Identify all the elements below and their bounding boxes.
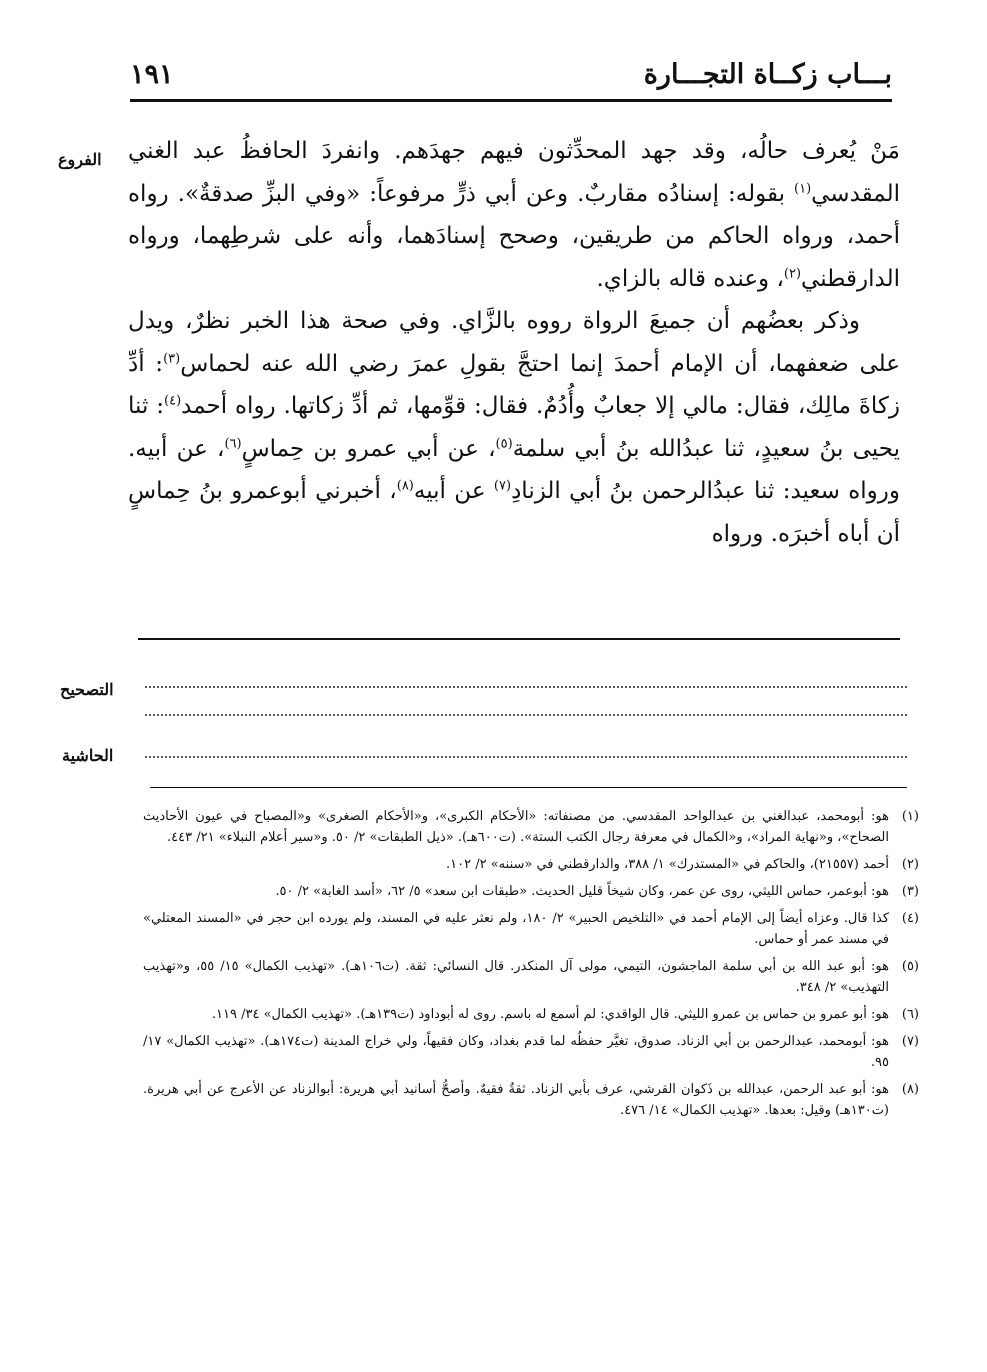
running-title: بـــاب زكــاة التجـــارة [643,59,892,90]
footnotes [143,806,919,1127]
text-segment: وذكر بعضُهم أن جميعَ الرواة رووه بالزَّاي. وفي صحة هذا الخبر نظرٌ، ويدل على ضعفهما، أن الإمام أحمدَ إنما احتجَّ بقولِ عمرَ رضي الله عنه لحماس [128,308,900,377]
footnotes-separator [150,787,907,788]
footnote-number: (٦) [901,1007,919,1022]
footnote [143,1004,919,1025]
footnote-ref[interactable]: (١) [794,180,812,196]
footnote-text: هو: أبوعمر، حماس الليثي، روى عن عمر، وكان شيخاً قليل الحديث. «طبقات ابن سعد» ٥/ ٦٢، «أسد الغابة» ٢/ ٥٠. [275,884,889,899]
correction-dotted-line [145,686,907,688]
footnote-text: أحمد (٢١٥٥٧)، والحاكم في «المستدرك» ١/ ٣٨٨، والدارقطني في «سننه» ٢/ ١٠٢. [446,857,889,872]
footnote-number: (١) [901,809,919,824]
footnote-ref[interactable]: (٤) [164,393,182,409]
paragraph-2 [128,300,900,555]
text-segment: : أدِّ زكاةَ مالِك، فقال: مالي إلا جعابٌ وأُدُمٌ. فقال: قوِّمها، ثم أدِّ زكاتها. رواه أحمد [128,350,900,419]
page-number: ١٩١ [130,59,174,90]
footnote [143,806,919,848]
annotation-dotted-line [145,756,907,758]
footnote [143,956,919,998]
margin-label-furu: الفروع [58,150,102,169]
footnote [143,881,919,902]
footnote-ref[interactable]: (٣) [163,350,181,366]
footnote [143,908,919,950]
margin-label-tashih: التصحيح [60,680,114,699]
footnote [143,1079,919,1121]
main-text-bottom-rule [138,638,900,640]
footnote-text: هو: أبو عبد الرحمن، عبدالله بن ذَكوان القرشي، عرف بأبي الزناد. ثقةٌ فقيهٌ. وأصحُّ أسانيد أبي هريرة: أبوالزناد عن الأعرج عن أبي هريرة. (ت١٣٠هـ) وقيل: بعدها. «تهذيب الكمال» ١٤/ ٤٧٦. [143,1082,889,1118]
text-segment: ، عن أبي عمرو بن حِماسٍ [241,435,496,462]
footnote-ref[interactable]: (٢) [783,265,802,281]
footnote-ref[interactable]: (٥) [495,435,513,451]
main-text [128,130,900,555]
margin-label-hashiya: الحاشية [62,746,114,765]
footnote-ref[interactable]: (٦) [224,435,242,451]
footnote-number: (٨) [901,1082,919,1097]
footnote-number: (٣) [901,884,919,899]
paragraph-1 [128,130,900,300]
footnote [143,854,919,875]
correction-dotted-line [145,714,907,716]
text-segment: ، عن أبيه. ورواه سعيد: ثنا عبدُالرحمن بنُ أبي الزنادِ [128,435,900,504]
footnote-text: هو: أبومحمد، عبدالغني بن عبدالواحد المقدسي. من مصنفاته: «الأحكام الكبرى»، و«الأحكام الصغرى» و«المصباح في عيون الأحاديث الصحاح»، و«نهاية المراد»، و«الكمال في معرفة رجال الكتب الستة». (ت٦٠٠هـ). «ذيل الطبقات» ٢/ ٥٠. و«سير أعلام النبلاء» ٢١/ ٤٤٣. [143,809,889,845]
footnote-number: (٥) [901,959,919,974]
text-segment: : ثنا يحيى بنُ سعيدٍ، ثنا عبدُالله بنُ أبي سلمة [128,393,900,462]
footnote-ref[interactable]: (٨) [396,478,414,494]
footnote-number: (٧) [901,1034,919,1049]
text-segment: ، أخبرني أبوعمرو بنُ حِماسٍ أن أباه أخبرَه. ورواه [128,478,900,547]
text-segment: مَنْ يُعرف حالُه، وقد جهد المحدِّثون فيهم جهدَهم. وانفردَ الحافظُ عبد الغني المقدسي [128,138,900,207]
footnote [143,1031,919,1073]
footnote-number: (٢) [901,857,919,872]
footnote-ref[interactable]: (٧) [493,478,512,494]
page-header [130,55,892,102]
text-segment: بقوله: إسنادُه مقاربٌ. وعن أبي ذرٍّ مرفوعاً: «وفي البزِّ صدقةٌ». رواه أحمد، ورواه الحاكم من طريقين، وصحح إسنادَهما، وأنه على شرطِهما، ورواه الدارقطني [128,180,900,292]
text-segment: ، وعنده قاله بالزاي. [596,265,784,292]
footnote-number: (٤) [901,911,919,926]
text-segment: عن أبيه [413,478,494,504]
footnote-text: هو: أبو عبد الله بن أبي سلمة الماجشون، التيمي، مولى آل المنكدر. قال النسائي: ثقة. (ت١٠٦هـ). «تهذيب الكمال» ١٥/ ٥٥، و«تهذيب التهذيب» ٢/ ٣٤٨. [143,959,889,995]
footnote-text: كذا قال. وعزاه أيضاً إلى الإمام أحمد في «التلخيص الحبير» ٢/ ١٨٠، ولم نعثر عليه في المسند، ولم يورده ابن حجر في «المسند المعتلي» في مسند عمر أو حماس. [143,911,890,947]
footnote-text: هو: أبو عمرو بن حماس بن عمرو الليثي. قال الواقدي: لم أسمع له باسم. روى له أبوداود (ت١٣٩هـ). «تهذيب الكمال» ٣٤/ ١١٩. [211,1007,889,1022]
footnote-text: هو: أبومحمد، عبدالرحمن بن أبي الزناد. صدوق، تغيَّر حفظُه لما قدم بغداد، وكان فقيهاً، ولي خراج المدينة (ت١٧٤هـ). «تهذيب الكمال» ١٧/ ٩٥. [143,1034,889,1070]
